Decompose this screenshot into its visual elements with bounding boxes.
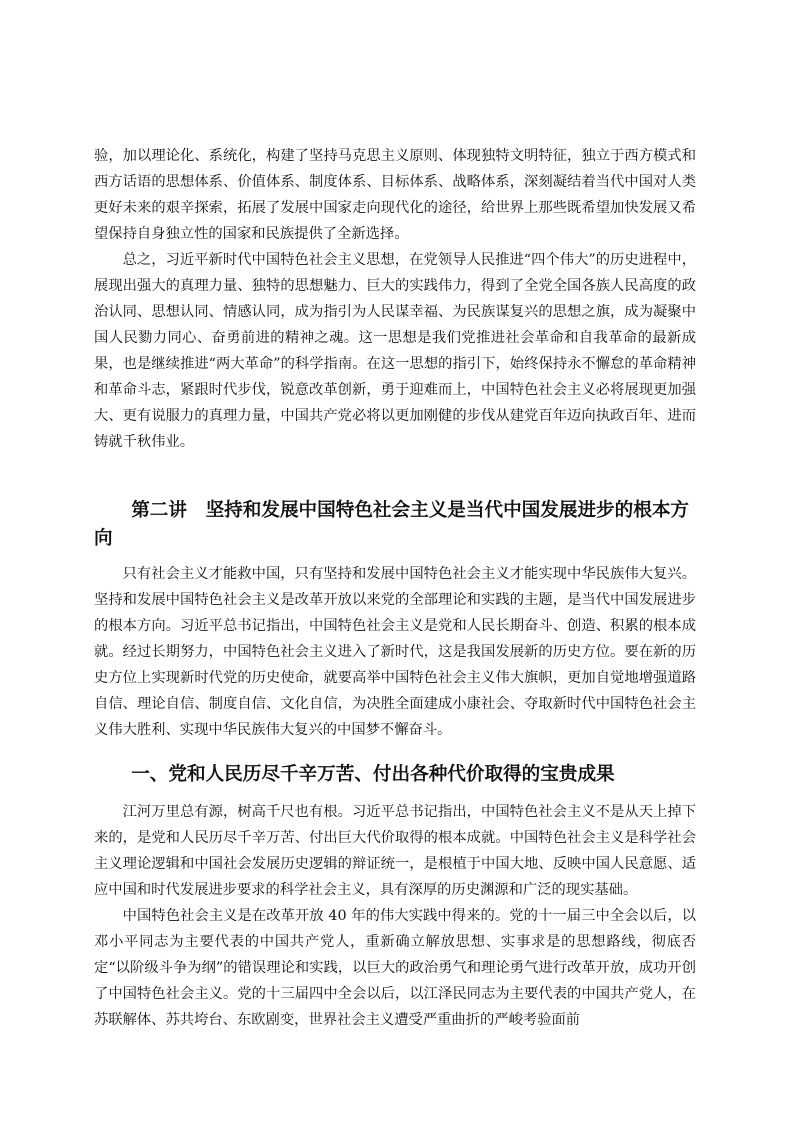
lecture-intro-paragraph: 只有社会主义才能救中国，只有坚持和发展中国特色社会主义才能实现中华民族伟大复兴。坚持和发展中国特色社会主义是改革开放以来党的全部理论和实践的主题，是当代中国发展进步的根本方向。习近平总书记指出，中国特色社会主义是党和人民长期奋斗、创造、积累的根本成就。经过长期努力，中国特色社会主义进入了新时代，这是我国发展新的历史方位。要在新的历史方位上实现新时代党的历史使命，就要高举中国特色社会主义伟大旗帜，更加自觉地增强道路自信、理论自信、制度自信、文化自信，为决胜全面建成小康社会、夺取新时代中国特色社会主义伟大胜利、实现中华民族伟大复兴的中国梦不懈奋斗。 xyxy=(94,566,696,738)
paragraph-continued: 验，加以理论化、系统化，构建了坚持马克思主义原则、体现独特文明特征，独立于西方模式和西方话语的思想体系、价值体系、制度体系、目标体系、战略体系，深刻凝结着当代中国对人类更好未来的艰辛探索，拓展了发展中国家走向现代化的途径，给世界上那些既希望加快发展又希望保持自身独立性的国家和民族提供了全新选择。 xyxy=(94,148,696,242)
paragraph-summary: 总之，习近平新时代中国特色社会主义思想，在党领导人民推进“四个伟大”的历史进程中，展现出强大的真理力量、独特的思想魅力、巨大的实践伟力，得到了全党全国各族人民高度的政治认同、思想认同、情感认同，成为指引为人民谋幸福、为民族谋复兴的思想之旗，成为凝聚中国人民勠力同心、奋勇前进的精神之魂。这一思想是我们党推进社会革命和自我革命的最新成果，也是继续推进“两大革命”的科学指南。在这一思想的指引下，始终保持永不懈怠的革命精神和革命斗志，紧跟时代步伐，锐意改革创新，勇于迎难而上，中国特色社会主义必将展现更加强大、更有说服力的真理力量，中国共产党必将以更加刚健的步伐从建党百年迈向执政百年、进而铸就千秋伟业。 xyxy=(94,252,696,450)
section-paragraph: 中国特色社会主义是在改革开放 40 年的伟大实践中得来的。党的十一届三中全会以后，以邓小平同志为主要代表的中国共产党人，重新确立解放思想、实事求是的思想路线，彻底否定“以阶级斗争为纲”的错误理论和实践，以巨大的政治勇气和理论勇气进行改革开放，成功开创了中国特色社会主义。党的十三届四中全会以后，以江泽民同志为主要代表的中国共产党人，在苏联解体、苏共垮台、东欧剧变，世界社会主义遭受严重曲折的严峻考验面前 xyxy=(94,908,696,1028)
document-body xyxy=(94,143,696,1033)
section-paragraph: 江河万里总有源，树高千尺也有根。习近平总书记指出，中国特色社会主义不是从天上掉下来的，是党和人民历尽千辛万苦、付出巨大代价取得的根本成就。中国特色社会主义是科学社会主义理论逻辑和中国社会发展历史逻辑的辩证统一，是根植于中国大地、反映中国人民意愿、适应中国和时代发展进步要求的科学社会主义，具有深厚的历史渊源和广泛的现实基础。 xyxy=(94,804,696,898)
lecture-title: 第二讲 坚持和发展中国特色社会主义是当代中国发展进步的根本方向 xyxy=(94,500,690,549)
section-title: 一、党和人民历尽千辛万苦、付出各种代价取得的宝贵成果 xyxy=(131,764,615,785)
